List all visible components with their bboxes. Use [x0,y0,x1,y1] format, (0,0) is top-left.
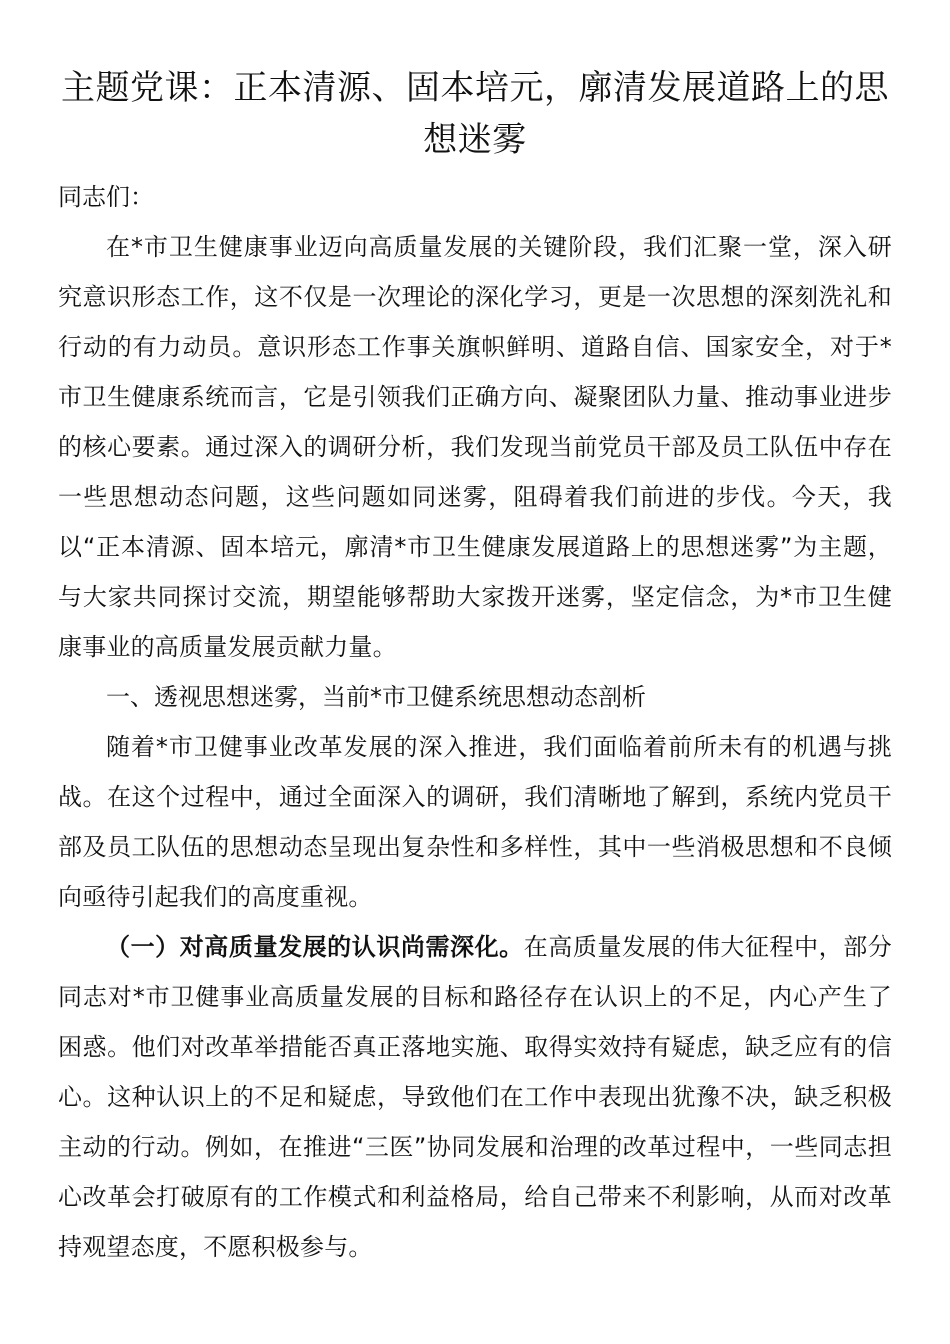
document-page [58,62,892,1272]
section-1-paragraph: 随着*市卫健事业改革发展的深入推进，我们面临着前所未有的机遇与挑战。在这个过程中，通过全面深入的调研，我们清晰地了解到，系统内党员干部及员工队伍的思想动态呈现出复杂性和多样性，其中一些消极思想和不良倾向亟待引起我们的高度重视。 [58,733,892,911]
subsection-1-paragraph [58,922,892,1272]
subsection-1-heading: （一）对高质量发展的认识尚需深化。 [106,933,524,961]
section-heading-1: 一、透视思想迷雾，当前*市卫健系统思想动态剖析 [106,683,646,711]
subsection-1-body: 在高质量发展的伟大征程中，部分同志对*市卫健事业高质量发展的目标和路径存在认识上的不足，内心产生了困惑。他们对改革举措能否真正落地实施、取得实效持有疑虑，缺乏应有的信心。这种认识上的不足和疑虑，导致他们在工作中表现出犹豫不决，缺乏积极主动的行动。例如，在推进“三医”协同发展和治理的改革过程中，一些同志担心改革会打破原有的工作模式和利益格局，给自己带来不利影响，从而对改革持观望态度，不愿积极参与。 [58,933,893,1261]
document-title: 主题党课：正本清源、固本培元，廓清发展道路上的思想迷雾 [61,68,889,160]
salutation: 同志们： [58,183,154,211]
intro-paragraph: 在*市卫生健康事业迈向高质量发展的关键阶段，我们汇聚一堂，深入研究意识形态工作，这不仅是一次理论的深化学习，更是一次思想的深刻洗礼和行动的有力动员。意识形态工作事关旗帜鲜明、道路自信、国家安全，对于*市卫生健康系统而言，它是引领我们正确方向、凝聚团队力量、推动事业进步的核心要素。通过深入的调研分析，我们发现当前党员干部及员工队伍中存在一些思想动态问题，这些问题如同迷雾，阻碍着我们前进的步伐。今天，我以“正本清源、固本培元，廓清*市卫生健康发展道路上的思想迷雾”为主题，与大家共同探讨交流，期望能够帮助大家拨开迷雾，坚定信念，为*市卫生健康事业的高质量发展贡献力量。 [58,233,892,661]
